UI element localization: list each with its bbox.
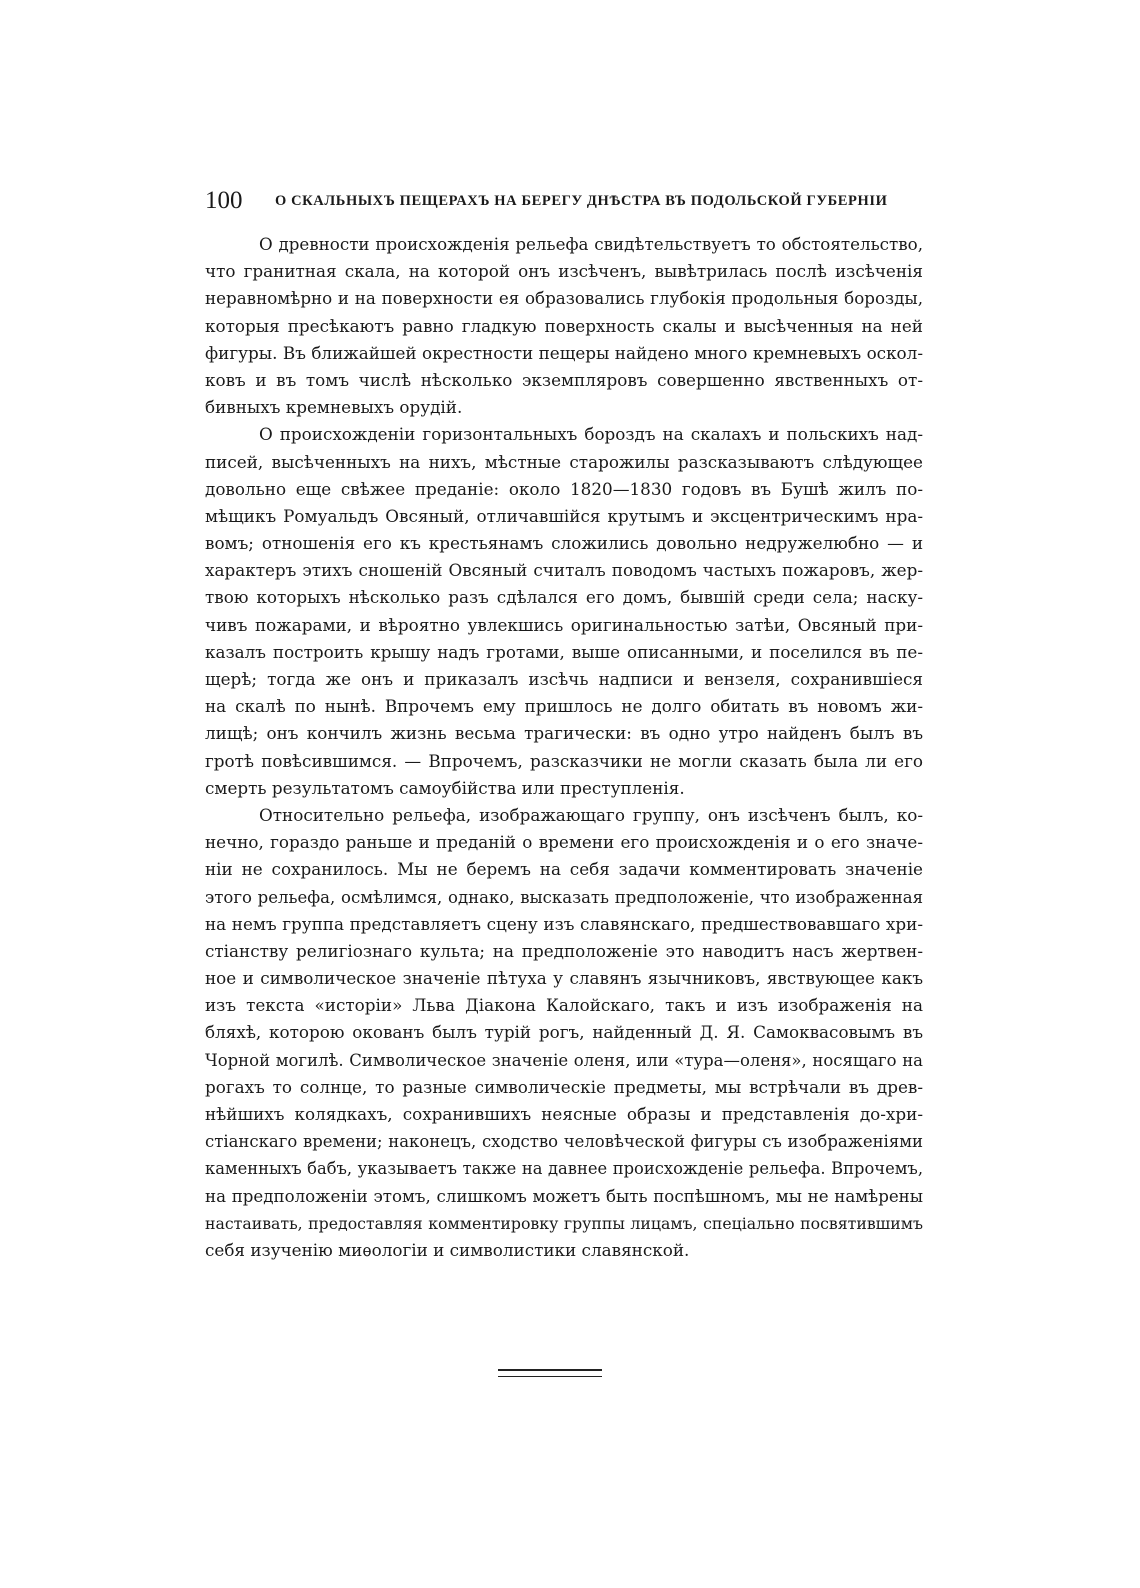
text-line: неравномѣрно и на поверхности ея образовались глубокія продольныя борозды, (205, 288, 923, 309)
text-line: на немъ группа представляетъ сцену изъ славянскаго, предшествовавшаго хри- (205, 913, 923, 934)
paragraph-2 (205, 421, 923, 802)
text-line: ковъ и въ томъ числѣ нѣсколько экземпляровъ совершенно явственныхъ от- (205, 369, 923, 390)
text-line: характеръ этихъ сношеній Овсяный считалъ поводомъ частыхъ пожаровъ, жер- (205, 560, 923, 581)
text-line: казалъ построить крышу надъ гротами, выше описанными, и поселился въ пе- (205, 641, 923, 662)
text-line: щерѣ; тогда же онъ и приказалъ изсѣчь надписи и вензеля, сохранившіеся (205, 669, 923, 689)
text-line: этого рельефа, осмѣлимся, однако, высказать предположеніе, что изображенная (205, 887, 923, 907)
text-line: писей, высѣченныхъ на нихъ, мѣстные старожилы разсказываютъ слѣдующее (205, 451, 923, 472)
text-line: бивныхъ кремневыхъ орудій. (205, 397, 463, 418)
text-line: твою которыхъ нѣсколько разъ сдѣлался его домъ, бывшій среди села; наску- (205, 587, 923, 608)
text-line: стіанству религіознаго культа; на предположеніе это наводитъ насъ жертвен- (205, 940, 923, 961)
text-line: на предположеніи этомъ, слишкомъ можетъ быть поспѣшномъ, мы не намѣрены (205, 1186, 923, 1206)
text-line: ное и символическое значеніе пѣтуха у славянъ язычниковъ, явствующее какъ (205, 968, 923, 989)
text-line: изъ текста «исторіи» Льва Діакона Калойскаго, такъ и изъ изображенія на (205, 995, 923, 1016)
text-line: довольно еще свѣжее преданіе: около 1820—1830 годовъ въ Бушѣ жилъ по- (205, 478, 923, 499)
text-line: чивъ пожарами, и вѣроятно увлекшись оригинальностью затѣи, Овсяный при- (205, 614, 923, 635)
text-line: О древности происхожденія рельефа свидѣтельствуетъ то обстоятельство, (259, 235, 923, 254)
text-line: бляхѣ, которою окованъ былъ турій рогъ, найденный Д. Я. Самоквасовымъ въ (205, 1022, 923, 1043)
text-line: рогахъ то солнце, то разные символическіе предметы, мы встрѣчали въ древ- (205, 1076, 923, 1097)
text-line: гротѣ повѣсившимся. — Впрочемъ, разсказчики не могли сказать была ли его (205, 750, 923, 771)
text-line: себя изученію миѳологіи и символистики славянской. (205, 1239, 690, 1260)
text-line: Чорной могилѣ. Символическое значеніе оленя, или «тура—оленя», носящаго на (205, 1050, 923, 1070)
running-head (205, 186, 895, 216)
text-line: каменныхъ бабъ, указываетъ также на давнее происхожденіе рельефа. Впрочемъ, (205, 1159, 923, 1179)
text-line: нечно, гораздо раньше и преданій о времени его происхожденія и о его значе- (205, 832, 923, 853)
text-line: ніи не сохранилось. Мы не беремъ на себя задачи комментировать значеніе (205, 859, 923, 880)
text-line: фигуры. Въ ближайшей окрестности пещеры найдено много кремневыхъ оскол- (205, 342, 923, 363)
text-line: на скалѣ по нынѣ. Впрочемъ ему пришлось не долго обитать въ новомъ жи- (205, 696, 923, 717)
text-line: которыя пресѣкаютъ равно гладкую поверхность скалы и высѣченныя на ней (205, 315, 923, 336)
text-line: лищѣ; онъ кончилъ жизнь весьма трагически: въ одно утро найденъ былъ въ (205, 723, 923, 744)
text-line: смерть результатомъ самоубійства или преступленія. (205, 777, 685, 798)
text-line: настаивать, предоставляя комментировку группы лицамъ, спеціально посвятившимъ (205, 1213, 923, 1233)
text-line: Относительно рельефа, изображающаго группу, онъ изсѣченъ былъ, ко- (259, 804, 923, 825)
paragraph-1 (205, 231, 923, 421)
running-head-title: О СКАЛЬНЫХЪ ПЕЩЕРАХЪ НА БЕРЕГУ ДНѢСТРА ВЪ ПОДОЛЬСКОЙ ГУБЕРНІИ (275, 193, 888, 209)
body-text (205, 231, 923, 1264)
end-rule-divider (498, 1369, 602, 1377)
page-number: 100 (205, 187, 243, 214)
text-line: О происхожденіи горизонтальныхъ бороздъ на скалахъ и польскихъ над- (259, 424, 923, 445)
text-line: что гранитная скала, на которой онъ изсѣченъ, вывѣтрилась послѣ изсѣченія (205, 261, 923, 282)
text-line: стіанскаго времени; наконецъ, сходство человѣческой фигуры съ изображеніями (205, 1132, 923, 1152)
text-line: нѣйшихъ колядкахъ, сохранившихъ неясные образы и представленія до-хри- (205, 1104, 923, 1124)
text-line: вомъ; отношенія его къ крестьянамъ сложились довольно недружелюбно — и (205, 533, 923, 554)
text-line: мѣщикъ Ромуальдъ Овсяный, отличавшійся крутымъ и эксцентрическимъ нра- (205, 505, 923, 526)
paragraph-3 (205, 802, 923, 1264)
